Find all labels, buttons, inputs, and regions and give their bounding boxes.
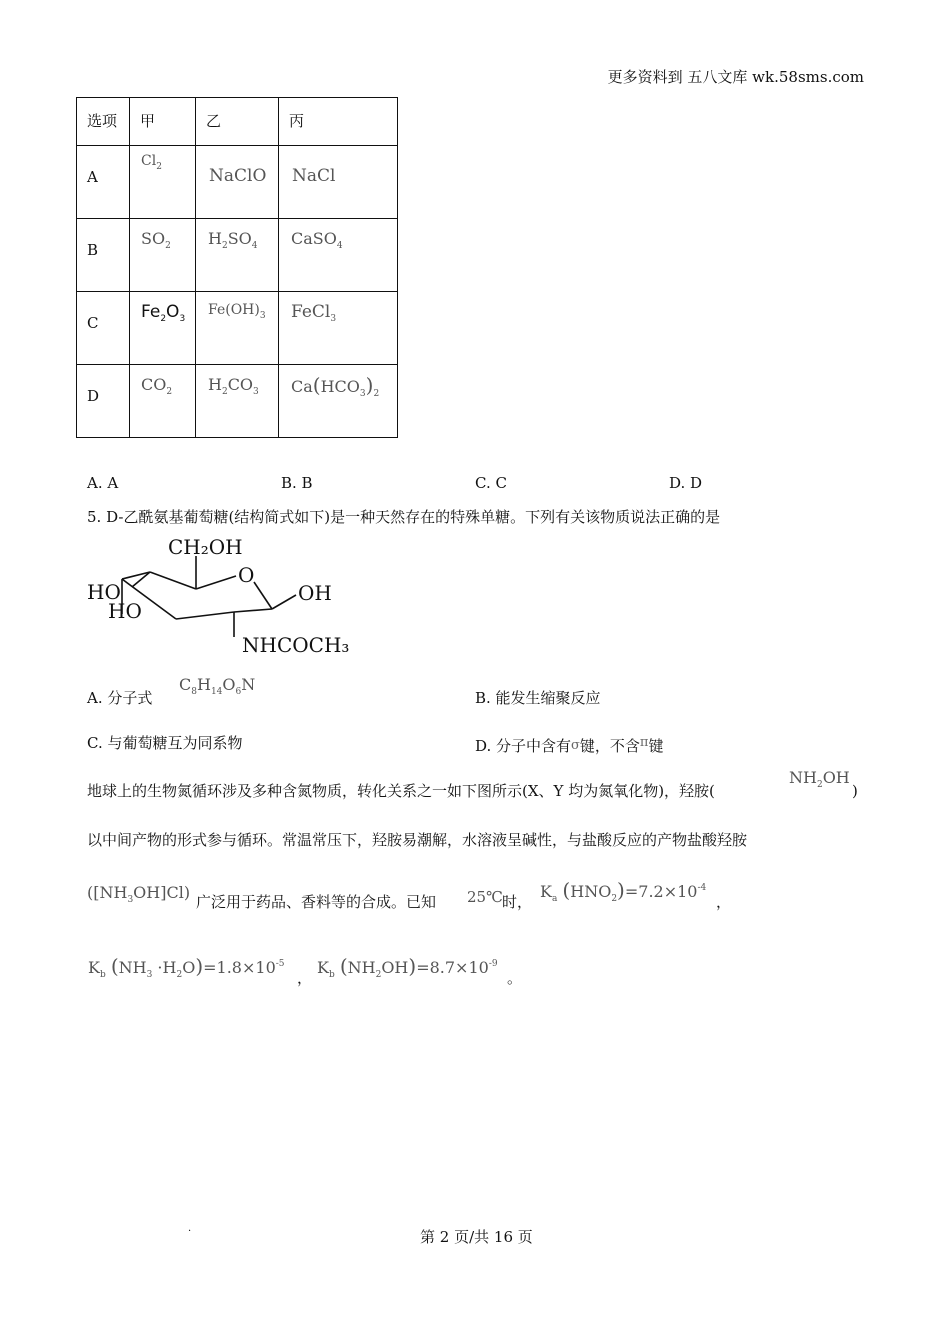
page-number: 第 2 页/共 16 页: [420, 1228, 533, 1246]
ho-lower-label: HO: [108, 599, 142, 623]
formula-yi: $H_2CO_3$: [208, 375, 259, 397]
q5-choice-b: B. 能发生缩聚反应: [475, 689, 601, 707]
table-header-row: [77, 98, 398, 146]
row-option-label: D: [87, 387, 100, 405]
formula-jia: $Fe_2O_3$: [141, 302, 186, 324]
header-bing: 丙: [289, 112, 305, 130]
passage-end: 。: [507, 969, 523, 987]
header-yi: 乙: [206, 112, 222, 130]
formula-bing: $Ca(HCO_3)_2$: [291, 373, 380, 399]
formula-jia: $CO_2$: [141, 375, 173, 397]
row-option-label: A: [87, 168, 98, 186]
q5-choice-a: A. 分子式: [87, 689, 153, 707]
passage-line-3: 广泛用于药品、香料等的合成。已知: [196, 893, 437, 911]
separator-1: ，: [716, 893, 732, 911]
kb-nh3: $K_b$ $(NH_3 \cdot H_2O)=1.8\times 10^{-5}$: [88, 954, 285, 980]
q5-choice-a-formula: $C_8H_{14}O_6N$: [179, 675, 256, 697]
header-jia: 甲: [140, 112, 156, 130]
kb-nh2oh: $K_b$ $(NH_2OH)=8.7\times 10^{-9}$: [317, 954, 498, 980]
table-row: [77, 146, 398, 219]
q5-choice-c: C. 与葡萄糖互为同系物: [87, 734, 243, 752]
formula-jia: $Cl_2$: [141, 153, 162, 172]
ring-bonds: [122, 556, 296, 637]
passage-line-1-end: ): [852, 782, 858, 800]
q4-choice-b: B. B: [281, 474, 313, 492]
q4-choice-a: A. A: [87, 474, 119, 492]
q4-choice-c: C. C: [475, 474, 507, 492]
ch2oh-label: CH₂OH: [168, 535, 243, 559]
table-row: [77, 219, 398, 292]
passage-line-3b: 时，: [502, 893, 533, 911]
formula-yi: $H_2SO_4$: [208, 229, 258, 251]
q4-choice-d: D. D: [669, 474, 703, 492]
oh-right-label: OH: [298, 581, 332, 605]
formula-yi: $Fe(OH)_3$: [208, 302, 266, 321]
nhcoch3-label: NHCOCH₃: [242, 633, 350, 657]
formula-bing: CaSO$_4$: [291, 229, 343, 251]
header-option: 选项: [87, 112, 118, 130]
formula-bing: NaCl: [292, 166, 336, 186]
formula-jia: $SO_2$: [141, 229, 171, 251]
structure-diagram: [84, 532, 354, 662]
table-row: [77, 365, 398, 438]
q5-choice-d: D. 分子中含有σ键，不含π键: [475, 735, 664, 755]
options-table: [76, 97, 398, 438]
formula-yi: NaClO: [209, 166, 267, 186]
header-watermark: 更多资料到 五八文库 wk.58sms.com: [607, 68, 864, 86]
table-row: [77, 292, 398, 365]
passage-line-2: 以中间产物的形式参与循环。常温常压下，羟胺易潮解，水溶液呈碱性，与盐酸反应的产物盐酸羟胺: [87, 831, 748, 849]
ho-left-label: HO: [87, 580, 121, 604]
ka-hno2: $K_a$ $(HNO_2)=7.2\times 10^{-4}$: [540, 878, 707, 904]
formula-bing: FeCl$_3$: [291, 302, 337, 324]
q5-stem: 5. D-乙酰氨基葡萄糖(结构简式如下)是一种天然存在的特殊单糖。下列有关该物质说法正确的是: [87, 508, 721, 526]
footer-dot: ·: [188, 1226, 192, 1237]
nh2oh-formula: $NH_2OH$: [789, 768, 850, 790]
row-option-label: C: [87, 314, 99, 332]
row-option-label: B: [87, 241, 99, 259]
hydroxylamine-hcl-formula: $([NH_3OH]Cl)$: [87, 883, 191, 905]
separator-2: ，: [297, 969, 313, 987]
passage-line-1: 地球上的生物氮循环涉及多种含氮物质，转化关系之一如下图所示(X、Y 均为氮氧化物)，羟胺(: [87, 782, 715, 800]
ring-oxygen-label: O: [238, 563, 255, 587]
temperature: 25℃: [467, 888, 503, 906]
